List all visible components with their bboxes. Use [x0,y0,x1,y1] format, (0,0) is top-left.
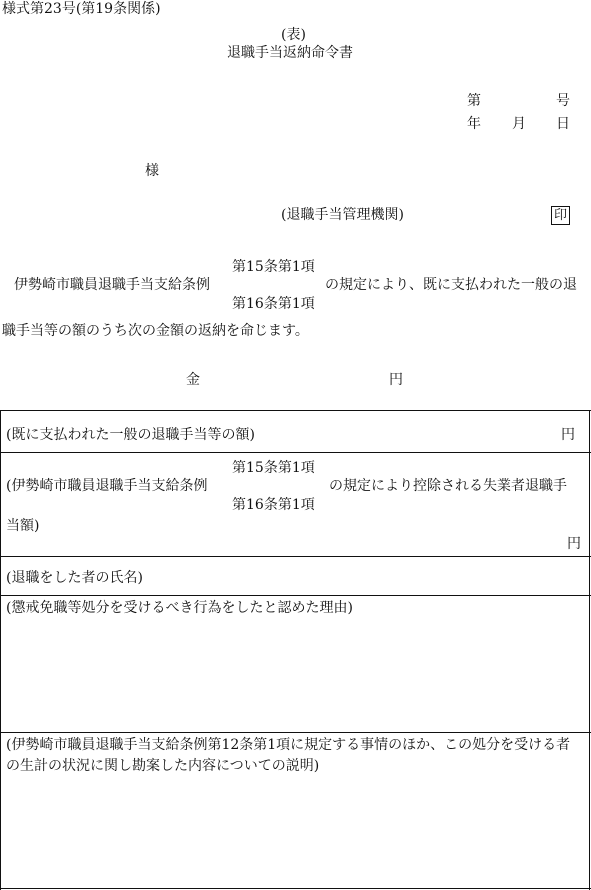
date-day: 日 [556,116,570,132]
row2-tail: の規定により控除される失業者退職手 [329,478,567,494]
retiree-name-label: (退職をした者の氏名) [6,570,143,586]
table-top-border [0,410,591,411]
disciplinary-reason-label: (懲戒免職等処分を受けるべき行為をしたと認めた理由) [6,600,353,616]
body-line1-tail: の規定により、既に支払われた一般の退 [325,277,577,293]
row2-ordinance-prefix: (伊勢崎市職員退職手当支給条例 [6,478,208,494]
side-label: (表) [281,27,306,43]
addressee-sama: 様 [145,163,159,179]
date-month: 月 [512,116,526,132]
seal-mark: 印 [551,206,570,225]
table-row-divider [0,732,591,733]
amount-kin: 金 [186,372,200,388]
number-dai: 第 [467,93,481,109]
row2-clause-option-15: 第15条第1項 [232,460,315,476]
paid-amount-yen: 円 [561,427,575,443]
table-bottom-border [0,888,591,889]
table-right-border [589,410,590,890]
amount-yen: 円 [389,372,403,388]
circumstances-explanation-line1: (伊勢崎市職員退職手当支給条例第12条第1項に規定する事情のほか、この処分を受ける者 [6,737,571,753]
issuing-authority: (退職手当管理機関) [281,207,404,223]
clause-option-15: 第15条第1項 [232,259,315,275]
paid-amount-label: (既に支払われた一般の退職手当等の額) [6,427,255,443]
ordinance-name: 伊勢崎市職員退職手当支給条例 [14,277,210,293]
table-row-divider [0,556,591,557]
table-left-border [0,410,1,890]
body-line2: 職手当等の額のうち次の金額の返納を命じます。 [2,323,309,339]
deducted-amount-yen: 円 [567,536,581,552]
table-row-divider [0,595,591,596]
row2-clause-option-16: 第16条第1項 [232,497,315,513]
row2-line2: 当額) [6,518,40,534]
form-number: 様式第23号(第19条関係) [2,1,161,17]
date-year: 年 [467,116,481,132]
document-title: 退職手当返納命令書 [227,45,353,61]
table-row-divider [0,452,591,453]
circumstances-explanation-line2: の生計の状況に関し勘案した内容についての説明) [6,758,320,774]
number-go: 号 [556,93,570,109]
clause-option-16: 第16条第1項 [232,296,315,312]
